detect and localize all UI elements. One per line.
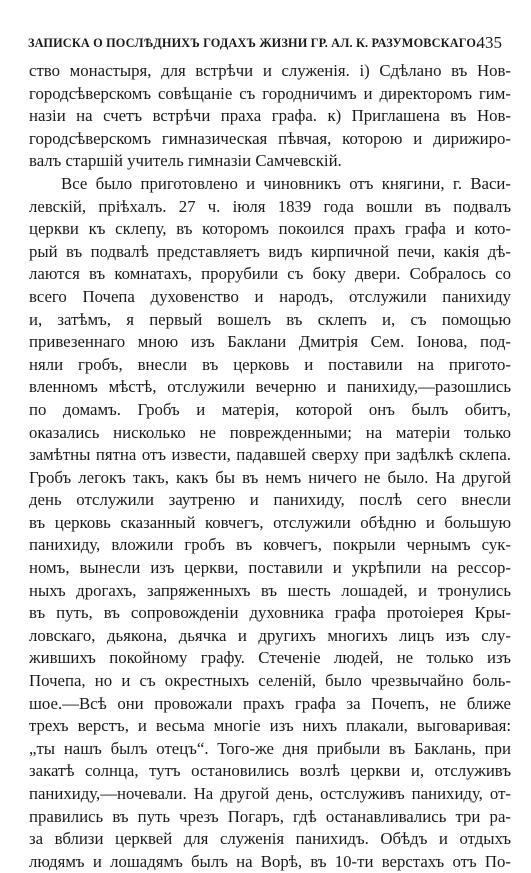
- running-header: [28, 33, 502, 51]
- text-line: „ты нашъ былъ отецъ“. Того-же дня прибыли въ Баклань, при: [29, 738, 511, 758]
- text-line: шое.—Всѣ они провожали прахъ графа за Почепъ, не ближе: [29, 693, 511, 713]
- text-line: замѣтны пятна отъ извести, падавшей сверху при задѣлкѣ склепа.: [29, 445, 511, 465]
- text-line: и, затѣмъ, я первый вошелъ въ склепъ и, съ помощью: [29, 309, 511, 329]
- text-line: людямъ и лошадямъ былъ на Ворѣ, въ 10-ти верстахъ отъ По-: [29, 851, 511, 871]
- text-line: няли гробъ, внесли въ церковь и поставили на пригото-: [29, 354, 511, 374]
- text-line: въ церковь сказанный ковчегъ, отслужили обѣдню и большую: [29, 512, 511, 532]
- text-line: жившихъ покойному графу. Стеченіе людей, не только изъ: [29, 648, 511, 668]
- text-line: всего Почепа духовенство и народъ, отслужили панихиду: [29, 286, 511, 306]
- text-line: рый въ подвалѣ представляетъ видъ кирпичной печи, какія дѣ-: [29, 241, 511, 261]
- text-line: въ путь, въ сопровожденіи духовника графа протоіерея Кры-: [29, 603, 511, 623]
- running-title: ЗАПИСКА О ПОСЛѢДНИХЪ ГОДАХЪ ЖИЗНИ ГР. АЛ. К. РАЗУМОВСКАГО.: [28, 36, 480, 50]
- text-line: городсѣверскомъ гимназическая пѣвчая, которою и дирижиро-: [29, 128, 511, 148]
- text-line: трехъ верстъ, и весьма многіе изъ нихъ плакали, выговаривая:: [29, 716, 511, 736]
- text-line: городсѣверскомъ совѣщаніе съ городничимъ и директоромъ гим-: [29, 83, 511, 103]
- text-line: ловскаго, дьякона, дьячка и другихъ многихъ лицъ изъ слу-: [29, 625, 511, 645]
- body-text: [29, 60, 511, 873]
- text-line: номъ, вынесли изъ церкви, поставили и укрѣпили на рессор-: [29, 558, 511, 578]
- text-line: привезеннаго мною изъ Баклани Дмитрія Сем. Іонова, под-: [29, 332, 511, 352]
- text-line: ство монастыря, для встрѣчи и служенія. і) Сдѣлано въ Нов-: [29, 61, 511, 80]
- text-line: левскій, пріѣхалъ. 27 ч. іюля 1839 года вошли въ подвалъ: [29, 196, 511, 216]
- text-line: правились въ путь чрезъ Погаръ, гдѣ останавливались три ра-: [29, 806, 511, 826]
- text-line: по домамъ. Гробъ и матерія, которой онъ былъ обитъ,: [29, 399, 511, 419]
- text-line: закатѣ солнца, тутъ остановились возлѣ церкви и, отслуживъ: [29, 761, 511, 781]
- text-line: день отслужили заутреню и панихиду, послѣ сего внесли: [29, 490, 511, 510]
- text-line: назіи на счетъ встрѣчи праха графа. к) Приглашена въ Нов-: [29, 106, 511, 126]
- text-line: оказались нисколько не поврежденными; на матеріи только: [29, 422, 511, 442]
- text-line: валъ старшій учитель гимназіи Самчевскій.: [29, 151, 342, 171]
- text-line: за вблизи церквей для служенія панихидъ. Обѣдъ и отдыхъ: [29, 829, 511, 849]
- text-line: ныхъ дрогахъ, запряженныхъ въ шесть лошадей, и тронулись: [29, 580, 511, 600]
- text-line: Почепа, но и съ окрестныхъ селеній, было чрезвычайно боль-: [29, 671, 511, 691]
- text-line: панихиду, вложили гробъ въ ковчегъ, покрыли чернымъ сук-: [29, 535, 511, 555]
- text-line: лаются въ комнатахъ, прорубили съ боку двери. Собралось со: [29, 264, 511, 284]
- text-line: панихиду,—ночевали. На другой день, остслуживъ панихиду, от-: [29, 784, 511, 803]
- paragraph-first-line: Все было приготовлено и чиновникъ отъ княгини, г. Васи-: [61, 173, 511, 193]
- text-line: церкви къ склепу, въ которомъ покоился прахъ графа и кото-: [29, 219, 511, 239]
- text-line: Гробъ легокъ такъ, какъ бы въ немъ ничего не было. На другой: [29, 467, 511, 487]
- page-number: 435: [476, 33, 502, 52]
- text-line: вленномъ мѣстѣ, отслужили вечерню и панихиду,—разошлись: [29, 377, 511, 397]
